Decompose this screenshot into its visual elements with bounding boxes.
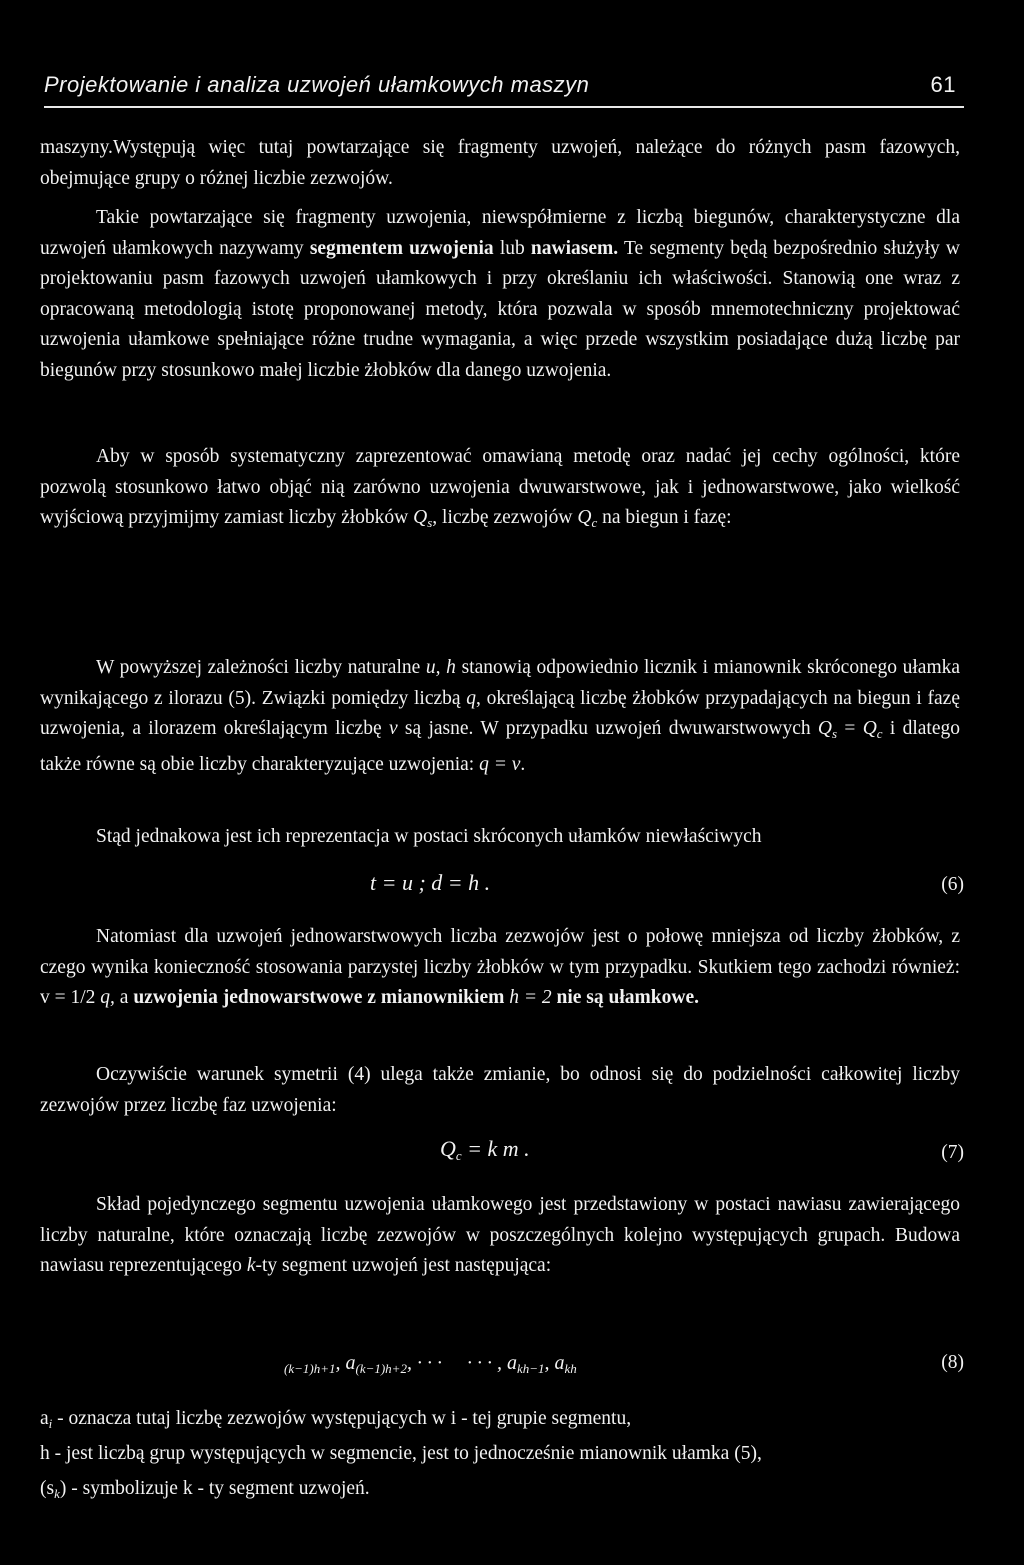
paragraph-4-text-a: W powyższej zależności liczby naturalne	[96, 657, 421, 678]
symbol-s: (s	[40, 1478, 55, 1499]
page-number: 61	[930, 72, 956, 97]
definition-a-i	[40, 1404, 960, 1439]
definition-s-text-a: - symbolizuje	[71, 1478, 178, 1499]
header-rule	[44, 106, 964, 108]
paragraph-1-text: maszyny.Występują więc tutaj powtarzające się fragmenty uzwojeń, należące do różnych pasm fazowych, obejmujące grupy o różnej liczbie zezwojów.	[40, 137, 960, 189]
equation-8-first-index: (k−1)h+1	[284, 1361, 336, 1376]
symbol-Qs-sub: s	[427, 515, 433, 530]
symbol-s-close: )	[59, 1478, 67, 1499]
equation-8-sub2: (k−1)h+2	[355, 1361, 407, 1376]
symbol-Qc-sub: c	[591, 515, 598, 530]
symbol-q-2: q,	[100, 987, 115, 1008]
symbol-k-2: k	[182, 1478, 193, 1499]
paragraph-3-text-a: Aby w sposób systematyczny zaprezentować omawianą metodę oraz nadać jej cechy ogólności, które pozwolą stosunkowo łatwo objąć nią zarówno uzwojenia dwuwarstwowe, jak i jednowarstwowe, jako wielkość wyjściową przyjmijmy zamiast liczby żłobków	[40, 446, 960, 528]
equation-7-rest: = k m .	[467, 1136, 530, 1161]
definition-s-k	[40, 1474, 960, 1509]
symbol-v: v	[388, 718, 398, 739]
paragraph-7-text: Oczywiście warunek symetrii (4) ulega także zmianie, bo odnosi się do podzielności całkowitej liczby zezwojów przez liczbę faz uzwojenia:	[40, 1064, 960, 1116]
symbol-Qs-2-sub: s	[832, 726, 838, 741]
definition-h-text: - jest liczbą grup występujących w segmencie, jest to jednocześnie mianownik ułamka (5),	[54, 1443, 762, 1464]
running-header	[44, 72, 964, 104]
term-single-layer: uzwojenia jednowarstwowe z mianownikiem	[133, 987, 505, 1008]
paragraph-1	[40, 133, 960, 194]
equation-8-a2: a	[345, 1352, 356, 1374]
paragraph-8-text-b: -ty segment uzwojeń jest następująca:	[255, 1255, 552, 1276]
paragraph-6	[40, 922, 960, 1014]
symbol-q-eq-v: q = v	[479, 753, 521, 775]
definition-a-text-a: - oznacza tutaj liczbę zezwojów występujących w	[57, 1408, 446, 1429]
paragraph-8-text-a: Skład pojedynczego segmentu uzwojenia ułamkowego jest przedstawiony w postaci nawiasu zawierającego liczby naturalne, które oznaczają liczbę zezwojów w poszczególnych kolejno występujących grupach. Budowa nawiasu reprezentującego	[40, 1194, 960, 1276]
paragraph-4-text-b: stanowią odpowiednio licznik i mianownik skróconego ułamka wynikającego z ilorazu	[40, 657, 961, 709]
term-nawias: nawiasem.	[530, 237, 619, 259]
equation-8-sub4: kh	[564, 1361, 577, 1376]
equation-7-Q: Q	[440, 1136, 456, 1161]
symbol-Qs-2: Q	[817, 718, 832, 739]
symbol-k: k	[246, 1255, 256, 1276]
equation-8-sub3: kh−1	[516, 1361, 545, 1376]
equation-6-number: (6)	[941, 874, 964, 895]
paragraph-4-text-e: są jasne. W przypadku uzwojeń dwuwarstwowych	[404, 718, 811, 739]
symbol-Qc-2-sub: c	[876, 726, 883, 741]
paragraph-4-text-c: Związki pomiędzy liczbą	[261, 687, 461, 709]
paragraph-8	[40, 1190, 960, 1282]
symbol-h: h	[40, 1443, 50, 1464]
definition-h	[40, 1439, 960, 1469]
paragraph-6-text-a: Natomiast dla uzwojeń jednowarstwowych liczba zezwojów jest o połowę mniejsza od liczby żłobków, z czego wynika konieczność stosowania parzystej liczby żłobków w tym przypadku. Skutkiem tego zachodzi również: v = 1/2	[40, 926, 960, 1008]
equation-6	[370, 870, 490, 896]
paragraph-3	[40, 442, 960, 539]
equation-6-body: t = u ; d = h .	[370, 870, 491, 895]
symbol-u-h: u, h	[425, 657, 456, 678]
paragraph-6-text-b: a	[119, 987, 129, 1008]
equation-8-a3: a	[506, 1352, 517, 1374]
equals-sign: =	[844, 718, 856, 739]
term-not-fractional: nie są ułamkowe.	[556, 987, 699, 1008]
paragraph-4	[40, 653, 960, 780]
paragraph-4-text-g: .	[520, 753, 526, 775]
definition-a-text-b: - tej grupie segmentu,	[461, 1408, 632, 1429]
equation-7	[440, 1136, 530, 1164]
equation-8-dots-2: · · · ,	[466, 1352, 502, 1374]
header-title: Projektowanie i analiza uzwojeń ułamkowych maszyn	[44, 72, 590, 97]
paragraph-5	[40, 822, 960, 853]
paragraph-3-text-b: , liczbę zezwojów	[432, 507, 573, 528]
symbol-a-sub: i	[48, 1416, 53, 1431]
term-segment: segmentem uzwojenia	[309, 237, 494, 259]
equation-7-sub: c	[455, 1148, 462, 1163]
symbol-Qc: Q	[577, 507, 592, 528]
equation-8-dots-1: , · · ·	[406, 1352, 442, 1374]
symbol-Qc-2: Q	[862, 718, 877, 739]
paragraph-2-text-a: Takie powtarzające się fragmenty uzwojenia, niewspółmierne z liczbą biegunów, charakterystyczne dla uzwojeń ułamkowych nazywamy	[40, 207, 960, 259]
equation-7-number: (7)	[941, 1142, 964, 1163]
symbol-s-sub: k	[54, 1486, 60, 1501]
equation-8: $_{(k-1)h+1}$, $a_{(k-1)h+2}$, · · · · · · , $a_{kh-1}$, $a_{kh}$	[284, 1352, 577, 1376]
paragraph-4-text-d: , określającą liczbę żłobków przypadających na biegun i fazę uzwojenia, a ilorazem określającym liczbę	[40, 687, 960, 739]
paragraph-2-text-c: lub	[499, 237, 525, 259]
paragraph-2	[40, 203, 960, 386]
symbol-i: i	[450, 1408, 457, 1429]
ref-eq5: (5).	[228, 687, 256, 709]
definition-s-text-b: - ty segment uzwojeń.	[197, 1478, 370, 1499]
paragraph-5-text: Stąd jednakowa jest ich reprezentacja w postaci skróconych ułamków niewłaściwych	[96, 826, 762, 847]
paragraph-7	[40, 1060, 960, 1121]
symbol-q: q	[466, 687, 477, 709]
equation-8-number: (8)	[941, 1352, 964, 1373]
paragraph-3-text-c: na biegun i fazę:	[602, 507, 732, 528]
symbol-a: a	[40, 1408, 49, 1429]
equation-8-a4: a	[554, 1352, 565, 1374]
symbol-Qs: Q	[413, 507, 428, 528]
paragraph-4-text-f: i dlatego także równe są obie liczby charakteryzujące uzwojenia:	[40, 718, 960, 775]
symbol-h-eq-2: h = 2	[509, 987, 552, 1008]
paragraph-2-text-d: Te segmenty będą bezpośrednio służyły w projektowaniu pasm fazowych uzwojeń ułamkowych i przy określaniu ich właściwości. Stanowią one wraz z opracowaną metodologią istotę proponowanej metody, która pozwala w sposób mnemotechniczny projektować uzwojenia ułamkowe spełniające różne trudne wymagania, a więc przede wszystkim posiadające dużą liczbę par biegunów przy stosunkowo małej liczbie żłobków dla danego uzwojenia.	[40, 237, 961, 381]
